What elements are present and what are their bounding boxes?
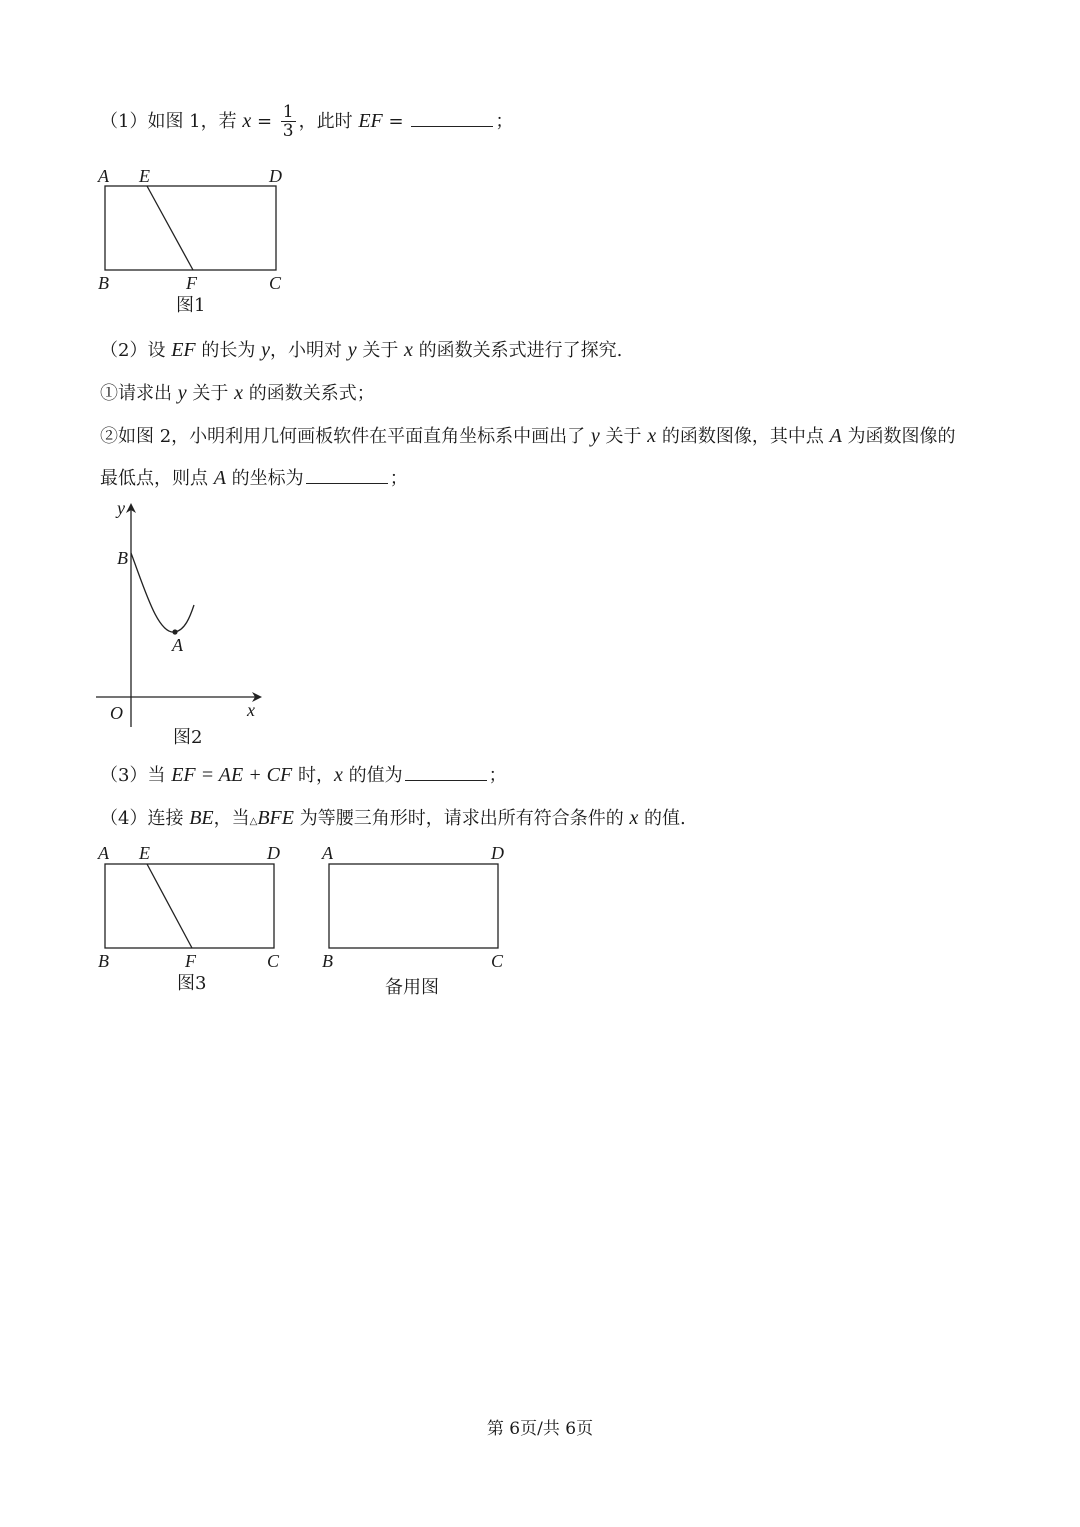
question-3: （3）当 EF = AE + CF 时，x 的值为 ； xyxy=(100,764,507,786)
answer-blank-1[interactable] xyxy=(411,112,493,127)
answer-blank-3[interactable] xyxy=(405,766,487,781)
question-2-part-2: ②如图 2，小明利用几何画板软件在平面直角坐标系中画出了 y 关于 x 的函数图像，其中点 A 为函数图像的 xyxy=(100,425,956,447)
rectangle-abcd xyxy=(329,864,498,948)
figure-3 xyxy=(90,838,310,998)
rectangle-abcd xyxy=(105,864,274,948)
answer-blank-2[interactable] xyxy=(306,469,388,484)
label-y: y xyxy=(117,498,125,518)
rectangle-abcd xyxy=(105,186,276,270)
figure-spare xyxy=(314,838,534,1003)
label-c: C xyxy=(491,951,504,971)
page-footer: 第 6页/共 6页 xyxy=(486,1419,594,1439)
label-origin: O xyxy=(110,703,123,723)
label-d: D xyxy=(491,843,504,863)
label-c: C xyxy=(269,273,282,293)
label-f: F xyxy=(186,273,197,293)
label-e: E xyxy=(139,166,150,186)
figure-3-caption: 图3 xyxy=(177,973,207,994)
segment-ef-line xyxy=(147,186,193,270)
fraction: $\frac{1}{3}$ xyxy=(282,102,294,141)
figure-2-caption: 图2 xyxy=(173,727,203,748)
question-2-part-2-line-2: 最低点，则点 A 的坐标为 ； xyxy=(100,467,408,489)
question-2: （2）设 EF 的长为 y，小明对 y 关于 x 的函数关系式进行了探究. xyxy=(100,339,623,361)
label-d: D xyxy=(267,843,280,863)
figure-spare-caption: 备用图 xyxy=(385,977,439,998)
label-e: E xyxy=(139,843,150,863)
question-2-part-1: ①请求出 y 关于 x 的函数关系式； xyxy=(100,382,375,404)
label-b: B xyxy=(98,951,109,971)
question-4: （4）连接 BE，当△BFE 为等腰三角形时，请求出所有符合条件的 x 的值. xyxy=(100,807,686,829)
segment-ef-line xyxy=(147,864,192,948)
segment-ef: EF xyxy=(358,110,383,132)
figure-1-caption: 图1 xyxy=(176,295,206,316)
triangle-symbol: △ xyxy=(249,816,258,827)
figure-1 xyxy=(90,160,310,320)
label-a: A xyxy=(322,843,333,863)
label-a: A xyxy=(98,166,109,186)
label-c: C xyxy=(267,951,280,971)
label-a: A xyxy=(98,843,109,863)
label-b: B xyxy=(322,951,333,971)
var-x: x xyxy=(242,110,252,132)
label-b: B xyxy=(98,273,109,293)
question-1: （1）如图 1，若 x = $\frac{1}{3}$ ，此时 EF = ； xyxy=(100,102,514,141)
label-b: B xyxy=(117,548,128,568)
label-f: F xyxy=(185,951,196,971)
figure-2 xyxy=(90,495,280,750)
label-d: D xyxy=(269,166,282,186)
label-a: A xyxy=(172,635,183,655)
label-x: x xyxy=(247,700,255,720)
function-curve xyxy=(131,553,194,632)
point-a xyxy=(172,629,177,634)
